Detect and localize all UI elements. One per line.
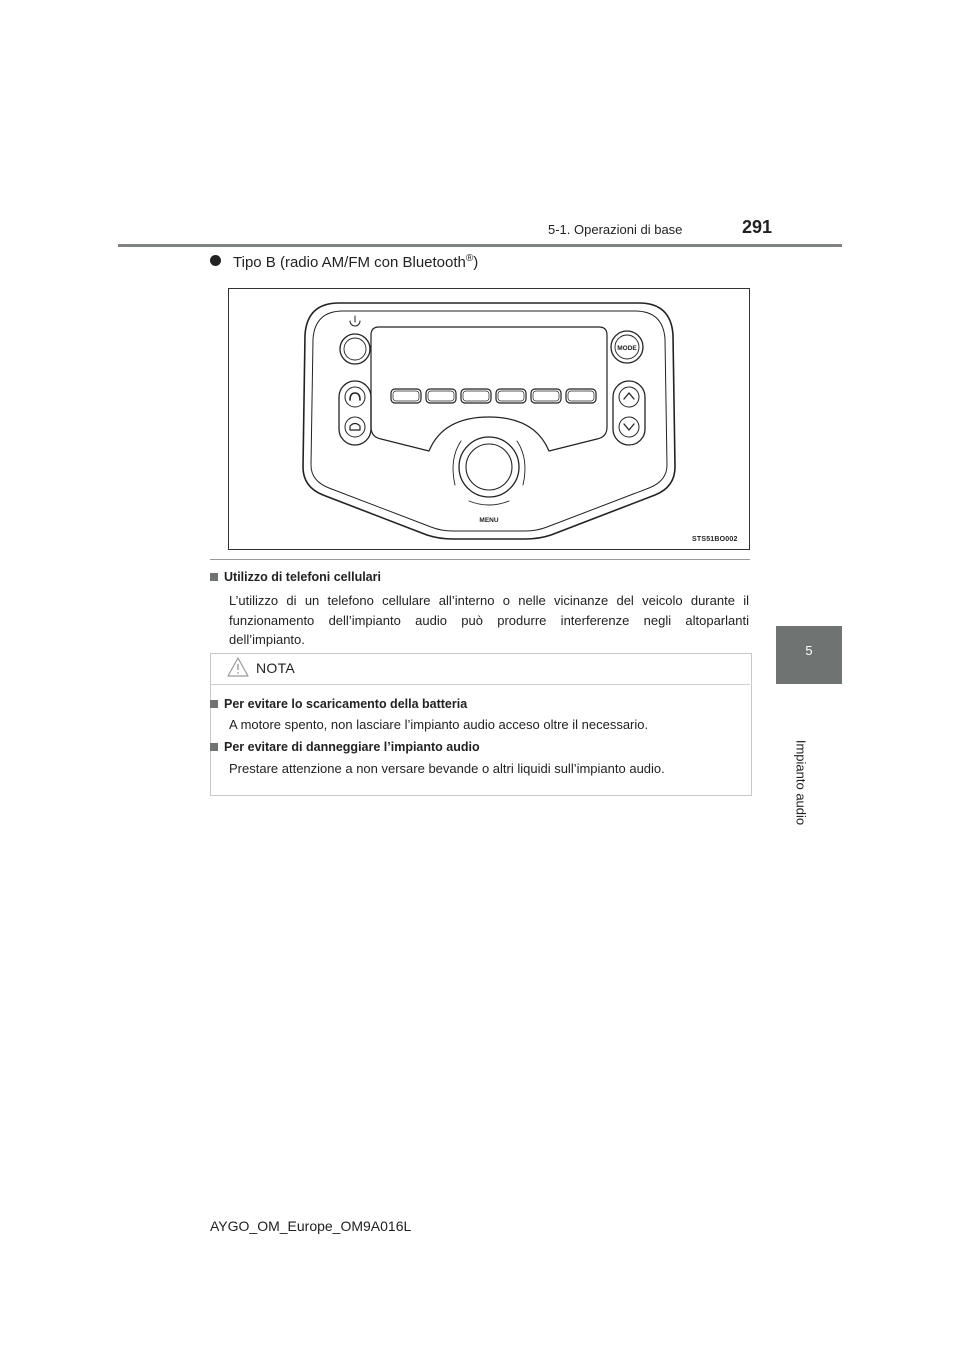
info-body: L’utilizzo di un telefono cellulare all’interno o nelle vicinanze del veicolo durante il funzionamento dell’impianto audio può produrre interferenze negli altoparlanti dell’impianto. xyxy=(229,593,749,647)
audio-unit-illustration xyxy=(229,289,749,549)
nota-item-2-body: Prestare attenzione a non versare bevande o altri liquidi sull’impianto audio. xyxy=(229,761,665,776)
square-bullet-icon xyxy=(210,700,218,708)
chapter-side-label-text: Impianto audio xyxy=(793,739,809,826)
bullet-heading xyxy=(210,253,478,271)
audio-unit-figure xyxy=(228,288,750,550)
nota-item-1-body: A motore spento, non lasciare l’impianto audio acceso oltre il necessario. xyxy=(229,717,649,732)
figure-code: STS51BO002 xyxy=(692,536,738,543)
bullet-dot-icon xyxy=(210,255,221,266)
header-rule xyxy=(118,244,842,247)
info-title-text: Utilizzo di telefoni cellulari xyxy=(224,570,381,584)
nota-item-1-title xyxy=(210,697,467,711)
bullet-heading-text: Tipo B (radio AM/FM con Bluetooth xyxy=(233,254,466,271)
square-bullet-icon xyxy=(210,573,218,581)
warning-triangle-icon xyxy=(226,656,250,678)
page-number: 291 xyxy=(742,217,773,237)
registered-mark: ® xyxy=(465,253,474,264)
chapter-tab-number: 5 xyxy=(805,643,813,658)
nota-label: NOTA xyxy=(256,660,296,676)
section-title: 5-1. Operazioni di base xyxy=(548,222,683,237)
info-title xyxy=(210,570,381,584)
mode-label: MODE xyxy=(617,345,637,352)
footer-doc-id: AYGO_OM_Europe_OM9A016L xyxy=(210,1218,412,1234)
nota-header-rule xyxy=(211,684,750,685)
separator-rule xyxy=(210,559,750,560)
nota-item-2-title-text: Per evitare di danneggiare l’impianto audio xyxy=(224,740,480,754)
bullet-heading-tail: ) xyxy=(473,254,479,271)
nota-item-1-title-text: Per evitare lo scaricamento della batteria xyxy=(224,697,468,711)
menu-label: MENU xyxy=(479,517,499,524)
nota-item-2-title xyxy=(210,740,480,754)
square-bullet-icon xyxy=(210,743,218,751)
